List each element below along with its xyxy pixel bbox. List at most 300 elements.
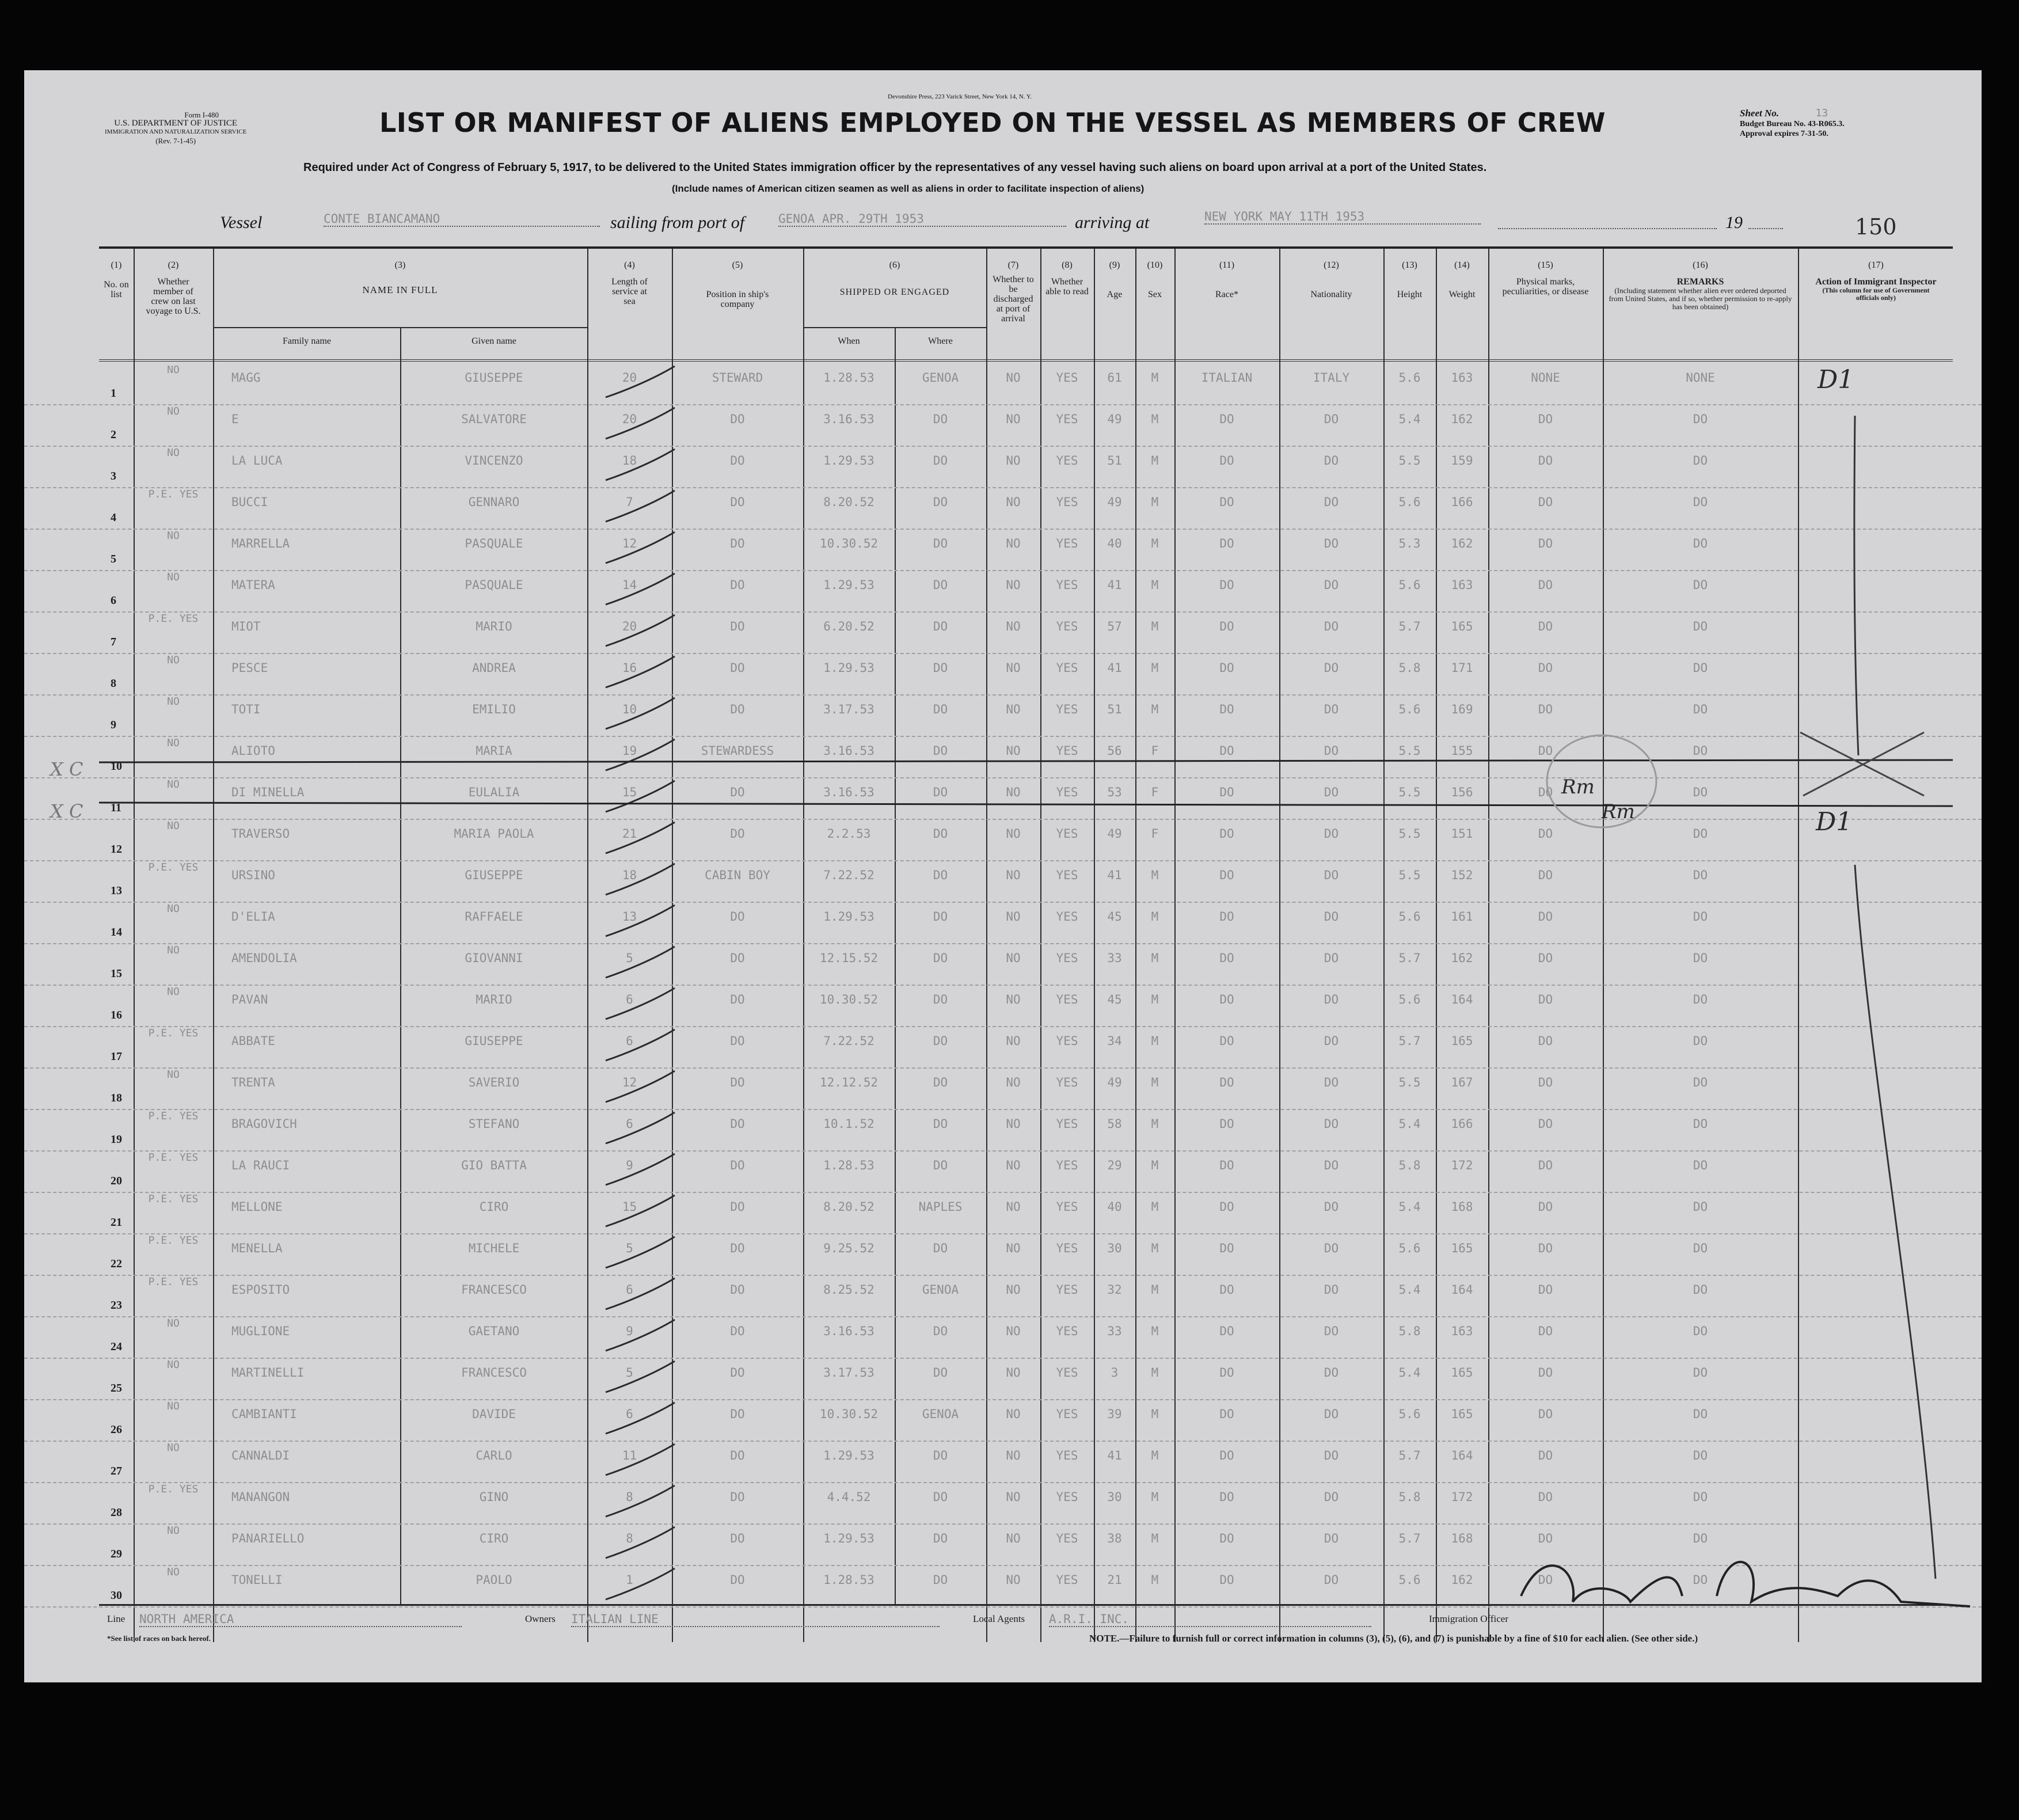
height-cell: 5.5: [1398, 868, 1421, 882]
remarks-cell: DO: [1693, 1532, 1708, 1545]
nationality-cell: DO: [1324, 537, 1339, 550]
service-cell: 5: [626, 951, 633, 965]
race-cell: ITALIAN: [1201, 371, 1253, 385]
crew-cell: NO: [167, 1360, 180, 1370]
given-name-cell: GENNARO: [468, 495, 520, 509]
shipped-where-cell: DO: [933, 495, 948, 509]
race-cell: DO: [1219, 1034, 1234, 1048]
service-cell: 20: [622, 371, 637, 385]
crew-cell: P.E. YES: [148, 489, 199, 500]
weight-cell: 166: [1451, 495, 1473, 509]
position-cell: DO: [730, 537, 745, 550]
nationality-cell: DO: [1324, 951, 1339, 965]
inspector-line-top: [1854, 416, 1858, 755]
col7-header: (7) Whether to be discharged at port of arrival: [993, 260, 1034, 324]
height-cell: 5.4: [1398, 1283, 1421, 1297]
shipped-where-cell: DO: [933, 910, 948, 924]
shipped-where-cell: DO: [933, 827, 948, 841]
line-value: NORTH AMERICA: [139, 1612, 462, 1627]
family-name-cell: MARRELLA: [231, 537, 290, 550]
crew-cell: NO: [167, 655, 180, 666]
able-to-read-cell: YES: [1056, 744, 1078, 758]
weight-cell: 162: [1451, 412, 1473, 426]
physical-marks-cell: DO: [1538, 1532, 1553, 1545]
shipped-where-cell: DO: [933, 785, 948, 799]
service-cell: 18: [622, 868, 637, 882]
race-cell: DO: [1219, 578, 1234, 592]
weight-cell: 171: [1451, 661, 1473, 675]
race-cell: DO: [1219, 868, 1234, 882]
remarks-cell: DO: [1693, 661, 1708, 675]
agents-label: Local Agents: [973, 1613, 1025, 1624]
nationality-cell: DO: [1324, 1366, 1339, 1380]
able-to-read-cell: YES: [1056, 1573, 1078, 1587]
age-cell: 49: [1107, 495, 1122, 509]
weight-cell: 161: [1451, 910, 1473, 924]
col3-header: (3) NAME IN FULL: [362, 260, 438, 295]
able-to-read-cell: YES: [1056, 620, 1078, 633]
weight-cell: 163: [1451, 578, 1473, 592]
discharged-cell: NO: [1006, 827, 1021, 841]
physical-marks-cell: DO: [1538, 1241, 1553, 1255]
service-cell: 10: [622, 702, 637, 716]
col6-header: (6) SHIPPED OR ENGAGED: [839, 260, 950, 297]
remarks-cell: DO: [1693, 1449, 1708, 1462]
shipped-when-cell: 10.30.52: [819, 993, 879, 1006]
able-to-read-cell: YES: [1056, 495, 1078, 509]
row-number: 17: [111, 1050, 122, 1063]
remarks-cell: DO: [1693, 495, 1708, 509]
height-cell: 5.5: [1398, 827, 1421, 841]
crew-cell: P.E. YES: [148, 1153, 199, 1163]
position-cell: DO: [730, 702, 745, 716]
shipped-when-cell: 3.17.53: [823, 702, 874, 716]
col12-header: (12) Nationality: [1310, 260, 1352, 299]
crew-cell: NO: [167, 738, 180, 748]
shipped-when-cell: 3.16.53: [823, 785, 874, 799]
shipped-when-cell: 1.28.53: [823, 371, 874, 385]
budget-no: Budget Bureau No. 43-R065.3.: [1740, 120, 1845, 128]
row-number: 21: [111, 1216, 122, 1229]
remarks-cell: DO: [1693, 1200, 1708, 1214]
race-cell: DO: [1219, 620, 1234, 633]
sex-cell: M: [1151, 951, 1159, 965]
able-to-read-cell: YES: [1056, 578, 1078, 592]
age-cell: 41: [1107, 661, 1122, 675]
shipped-where-cell: DO: [933, 951, 948, 965]
physical-marks-cell: DO: [1538, 1449, 1553, 1462]
shipped-where-cell: DO: [933, 702, 948, 716]
height-cell: 5.4: [1398, 412, 1421, 426]
discharged-cell: NO: [1006, 454, 1021, 468]
discharged-cell: NO: [1006, 537, 1021, 550]
family-name-cell: MATERA: [231, 578, 275, 592]
race-cell: DO: [1219, 951, 1234, 965]
nationality-cell: DO: [1324, 454, 1339, 468]
row-number: 16: [111, 1009, 122, 1021]
able-to-read-cell: YES: [1056, 1117, 1078, 1131]
sex-cell: M: [1151, 1200, 1159, 1214]
nationality-cell: DO: [1324, 1449, 1339, 1462]
nationality-cell: DO: [1324, 1117, 1339, 1131]
given-name-cell: MARIA: [476, 744, 512, 758]
given-name-cell: MARIA PAOLA: [454, 827, 534, 841]
shipped-where-cell: DO: [933, 578, 948, 592]
shipped-where-cell: DO: [933, 1324, 948, 1338]
height-cell: 5.5: [1398, 1076, 1421, 1089]
discharged-cell: NO: [1006, 371, 1021, 385]
given-name-cell: VINCENZO: [465, 454, 523, 468]
position-cell: DO: [730, 1324, 745, 1338]
crew-cell: NO: [167, 780, 180, 790]
age-cell: 38: [1107, 1532, 1122, 1545]
height-cell: 5.8: [1398, 1324, 1421, 1338]
crew-cell: NO: [167, 448, 180, 458]
discharged-cell: NO: [1006, 661, 1021, 675]
family-name-cell: ALIOTO: [231, 744, 275, 758]
sex-cell: M: [1151, 1407, 1159, 1421]
form-number: Form I-480: [184, 111, 219, 119]
row-number: 9: [111, 719, 116, 731]
nationality-cell: DO: [1324, 702, 1339, 716]
height-cell: 5.6: [1398, 495, 1421, 509]
col5-header: (5) Position in ship's company: [706, 260, 769, 309]
height-cell: 5.6: [1398, 702, 1421, 716]
page-title: LIST OR MANIFEST OF ALIENS EMPLOYED ON THE VESSEL AS MEMBERS OF CREW: [379, 107, 1606, 138]
able-to-read-cell: YES: [1056, 702, 1078, 716]
remarks-cell: DO: [1693, 951, 1708, 965]
weight-cell: 162: [1451, 537, 1473, 550]
service-cell: 9: [626, 1158, 633, 1172]
weight-cell: 168: [1451, 1532, 1473, 1545]
age-cell: 3: [1111, 1366, 1119, 1380]
physical-marks-cell: DO: [1538, 1034, 1553, 1048]
given-name-cell: EMILIO: [472, 702, 516, 716]
weight-cell: 159: [1451, 454, 1473, 468]
physical-marks-cell: DO: [1538, 412, 1553, 426]
height-cell: 5.4: [1398, 1117, 1421, 1131]
shipped-when-cell: 7.22.52: [823, 868, 874, 882]
given-name-cell: GIUSEPPE: [465, 371, 523, 385]
able-to-read-cell: YES: [1056, 1158, 1078, 1172]
given-name-cell: MICHELE: [468, 1241, 520, 1255]
vessel-label: Vessel: [220, 213, 263, 232]
able-to-read-cell: YES: [1056, 1283, 1078, 1297]
annotation-strokes: [24, 70, 1982, 1682]
arriving-at: NEW YORK MAY 11TH 1953: [1204, 210, 1481, 225]
able-to-read-cell: YES: [1056, 951, 1078, 965]
family-name-cell: CAMBIANTI: [231, 1407, 297, 1421]
shipped-where-cell: DO: [933, 1158, 948, 1172]
service-cell: 9: [626, 1324, 633, 1338]
given-name-cell: SAVERIO: [468, 1076, 520, 1089]
crew-cell: P.E. YES: [148, 1484, 199, 1495]
family-name-cell: MIOT: [231, 620, 261, 633]
family-name-cell: LA LUCA: [231, 454, 283, 468]
row-number: 28: [111, 1506, 122, 1519]
family-name-cell: TONELLI: [231, 1573, 283, 1587]
able-to-read-cell: YES: [1056, 1200, 1078, 1214]
family-name-cell: D'ELIA: [231, 910, 275, 924]
shipped-when-cell: 3.16.53: [823, 1324, 874, 1338]
weight-cell: 151: [1451, 827, 1473, 841]
crew-cell: P.E. YES: [148, 614, 199, 624]
service-cell: 19: [622, 744, 637, 758]
row-number: 25: [111, 1382, 122, 1395]
given-name-cell: GIO BATTA: [461, 1158, 527, 1172]
service-cell: 8: [626, 1532, 633, 1545]
race-cell: DO: [1219, 661, 1234, 675]
position-cell: DO: [730, 910, 745, 924]
weight-cell: 169: [1451, 702, 1473, 716]
officer-label: Immigration Officer: [1429, 1613, 1509, 1624]
able-to-read-cell: YES: [1056, 371, 1078, 385]
discharged-cell: NO: [1006, 412, 1021, 426]
weight-cell: 165: [1451, 1034, 1473, 1048]
row-number: 11: [111, 801, 121, 814]
nationality-cell: DO: [1324, 1076, 1339, 1089]
crew-cell: NO: [167, 904, 180, 914]
weight-cell: 163: [1451, 1324, 1473, 1338]
race-cell: DO: [1219, 537, 1234, 550]
physical-marks-cell: DO: [1538, 1490, 1553, 1504]
family-name-cell: MANANGON: [231, 1490, 290, 1504]
nationality-cell: DO: [1324, 868, 1339, 882]
row-number: 1: [111, 387, 116, 400]
physical-marks-cell: DO: [1538, 1200, 1553, 1214]
physical-marks-cell: DO: [1538, 495, 1553, 509]
position-cell: DO: [730, 412, 745, 426]
service-cell: 8: [626, 1490, 633, 1504]
discharged-cell: NO: [1006, 1076, 1021, 1089]
remarks-cell: DO: [1693, 785, 1708, 799]
height-cell: 5.6: [1398, 371, 1421, 385]
position-cell: DO: [730, 951, 745, 965]
weight-cell: 164: [1451, 1283, 1473, 1297]
ink-stamp: [1547, 735, 1656, 827]
shipped-where-cell: NAPLES: [918, 1200, 963, 1214]
discharged-cell: NO: [1006, 1117, 1021, 1131]
physical-marks-cell: DO: [1538, 1573, 1553, 1587]
age-cell: 41: [1107, 1449, 1122, 1462]
shipped-when-cell: 2.2.53: [827, 827, 871, 841]
race-cell: DO: [1219, 1324, 1234, 1338]
discharged-cell: NO: [1006, 1573, 1021, 1587]
sex-cell: M: [1151, 1366, 1159, 1380]
crew-cell: NO: [167, 1526, 180, 1536]
row-number: 19: [111, 1133, 122, 1146]
discharged-cell: NO: [1006, 702, 1021, 716]
physical-marks-cell: DO: [1538, 454, 1553, 468]
shipped-when-cell: 1.29.53: [823, 454, 874, 468]
nationality-cell: ITALY: [1313, 371, 1350, 385]
col15-header: (15) Physical marks, peculiarities, or disease: [1502, 260, 1589, 297]
race-cell: DO: [1219, 744, 1234, 758]
age-cell: 45: [1107, 910, 1122, 924]
nationality-cell: DO: [1324, 993, 1339, 1006]
sex-cell: M: [1151, 910, 1159, 924]
given-name-cell: FRANCESCO: [461, 1366, 527, 1380]
remarks-cell: DO: [1693, 702, 1708, 716]
position-cell: DO: [730, 1532, 745, 1545]
age-cell: 49: [1107, 827, 1122, 841]
given-name-cell: FRANCESCO: [461, 1283, 527, 1297]
department: U.S. DEPARTMENT OF JUSTICE: [114, 119, 238, 128]
nationality-cell: DO: [1324, 1407, 1339, 1421]
shipped-when-cell: 8.20.52: [823, 1200, 874, 1214]
age-cell: 41: [1107, 868, 1122, 882]
position-cell: DO: [730, 454, 745, 468]
col14-header: (14) Weight: [1448, 260, 1476, 299]
weight-cell: 167: [1451, 1076, 1473, 1089]
row-number: 29: [111, 1548, 122, 1560]
discharged-cell: NO: [1006, 1158, 1021, 1172]
discharged-cell: NO: [1006, 1490, 1021, 1504]
service-cell: 12: [622, 537, 637, 550]
given-name-cell: SALVATORE: [461, 412, 527, 426]
age-cell: 56: [1107, 744, 1122, 758]
discharged-cell: NO: [1006, 620, 1021, 633]
race-cell: DO: [1219, 412, 1234, 426]
shipped-where-header: Where: [928, 336, 953, 346]
remarks-cell: DO: [1693, 1158, 1708, 1172]
position-cell: CABIN BOY: [705, 868, 770, 882]
crew-cell: P.E. YES: [148, 862, 199, 873]
race-cell: DO: [1219, 1573, 1234, 1587]
nationality-cell: DO: [1324, 1158, 1339, 1172]
revision: (Rev. 7-1-45): [155, 136, 196, 145]
height-cell: 5.6: [1398, 1241, 1421, 1255]
service-cell: 5: [626, 1366, 633, 1380]
shipped-where-cell: DO: [933, 1490, 948, 1504]
service-cell: 6: [626, 1283, 633, 1297]
row-number: 23: [111, 1299, 122, 1312]
shipped-where-cell: DO: [933, 1241, 948, 1255]
shipped-when-cell: 1.28.53: [823, 1158, 874, 1172]
penalty-note: NOTE.—Failure to furnish full or correct information in columns (3), (5), (6), and (7) is punishable by a fine of $10 for each alien. (See other side.): [1089, 1633, 1698, 1644]
discharged-cell: NO: [1006, 1283, 1021, 1297]
nationality-cell: DO: [1324, 1573, 1339, 1587]
race-cell: DO: [1219, 454, 1234, 468]
shipped-when-header: When: [838, 336, 860, 346]
family-name-cell: E: [231, 412, 239, 426]
crew-cell: NO: [167, 1319, 180, 1329]
position-cell: DO: [730, 1241, 745, 1255]
crew-cell: NO: [167, 821, 180, 831]
able-to-read-cell: YES: [1056, 1241, 1078, 1255]
position-cell: DO: [730, 1200, 745, 1214]
remarks-cell: DO: [1693, 1407, 1708, 1421]
sex-cell: M: [1151, 495, 1159, 509]
crew-cell: NO: [167, 1443, 180, 1453]
weight-cell: 172: [1451, 1490, 1473, 1504]
weight-cell: 172: [1451, 1158, 1473, 1172]
remarks-cell: DO: [1693, 1034, 1708, 1048]
remarks-cell: DO: [1693, 412, 1708, 426]
race-cell: DO: [1219, 1076, 1234, 1089]
physical-marks-cell: DO: [1538, 1117, 1553, 1131]
sex-cell: M: [1151, 1158, 1159, 1172]
given-name-cell: GAETANO: [468, 1324, 520, 1338]
family-name-cell: LA RAUCI: [231, 1158, 290, 1172]
row-number: 8: [111, 677, 116, 690]
family-name-cell: CANNALDI: [231, 1449, 290, 1462]
strike-row-11: [99, 803, 1953, 806]
able-to-read-cell: YES: [1056, 868, 1078, 882]
nationality-cell: DO: [1324, 785, 1339, 799]
height-cell: 5.7: [1398, 620, 1421, 633]
able-to-read-cell: YES: [1056, 537, 1078, 550]
age-cell: 29: [1107, 1158, 1122, 1172]
shipped-when-cell: 3.16.53: [823, 412, 874, 426]
shipped-where-cell: DO: [933, 620, 948, 633]
shipped-where-cell: DO: [933, 454, 948, 468]
age-cell: 34: [1107, 1034, 1122, 1048]
race-cell: DO: [1219, 1200, 1234, 1214]
inspector-line-bottom: [1855, 865, 1936, 1579]
remarks-cell: DO: [1693, 910, 1708, 924]
height-cell: 5.5: [1398, 454, 1421, 468]
service-cell: 18: [622, 454, 637, 468]
service-cell: 6: [626, 1407, 633, 1421]
shipped-where-cell: DO: [933, 1034, 948, 1048]
row-number: 15: [111, 967, 122, 980]
given-name-cell: CIRO: [479, 1200, 509, 1214]
weight-cell: 162: [1451, 1573, 1473, 1587]
shipped-when-cell: 1.29.53: [823, 578, 874, 592]
shipped-when-cell: 10.1.52: [823, 1117, 874, 1131]
sex-cell: M: [1151, 661, 1159, 675]
shipped-when-cell: 1.29.53: [823, 910, 874, 924]
remarks-cell: NONE: [1686, 371, 1715, 385]
service-cell: 13: [622, 910, 637, 924]
able-to-read-cell: YES: [1056, 412, 1078, 426]
row-number: 6: [111, 594, 116, 607]
shipped-where-cell: DO: [933, 1076, 948, 1089]
family-name-cell: AMENDOLIA: [231, 951, 297, 965]
service-cell: 16: [622, 661, 637, 675]
sex-cell: M: [1151, 868, 1159, 882]
crew-cell: P.E. YES: [148, 1194, 199, 1205]
shipped-where-cell: DO: [933, 744, 948, 758]
given-name-cell: STEFANO: [468, 1117, 520, 1131]
age-cell: 33: [1107, 951, 1122, 965]
discharged-cell: NO: [1006, 868, 1021, 882]
shipped-where-cell: GENOA: [922, 1407, 959, 1421]
sex-cell: F: [1151, 827, 1159, 841]
shipped-where-cell: DO: [933, 412, 948, 426]
age-cell: 32: [1107, 1283, 1122, 1297]
remarks-cell: DO: [1693, 454, 1708, 468]
shipped-where-cell: DO: [933, 868, 948, 882]
height-cell: 5.7: [1398, 1034, 1421, 1048]
remarks-cell: DO: [1693, 1117, 1708, 1131]
service-cell: 20: [622, 620, 637, 633]
able-to-read-cell: YES: [1056, 827, 1078, 841]
shipped-where-cell: DO: [933, 1449, 948, 1462]
able-to-read-cell: YES: [1056, 1490, 1078, 1504]
col9-header: (9) Age: [1107, 260, 1123, 299]
family-name-header: Family name: [283, 336, 331, 346]
height-cell: 5.7: [1398, 1449, 1421, 1462]
position-cell: DO: [730, 1034, 745, 1048]
physical-marks-cell: DO: [1538, 1324, 1553, 1338]
service-cell: 7: [626, 495, 633, 509]
row-number: 18: [111, 1092, 122, 1104]
height-cell: 5.5: [1398, 744, 1421, 758]
position-cell: DO: [730, 578, 745, 592]
remarks-cell: DO: [1693, 1076, 1708, 1089]
